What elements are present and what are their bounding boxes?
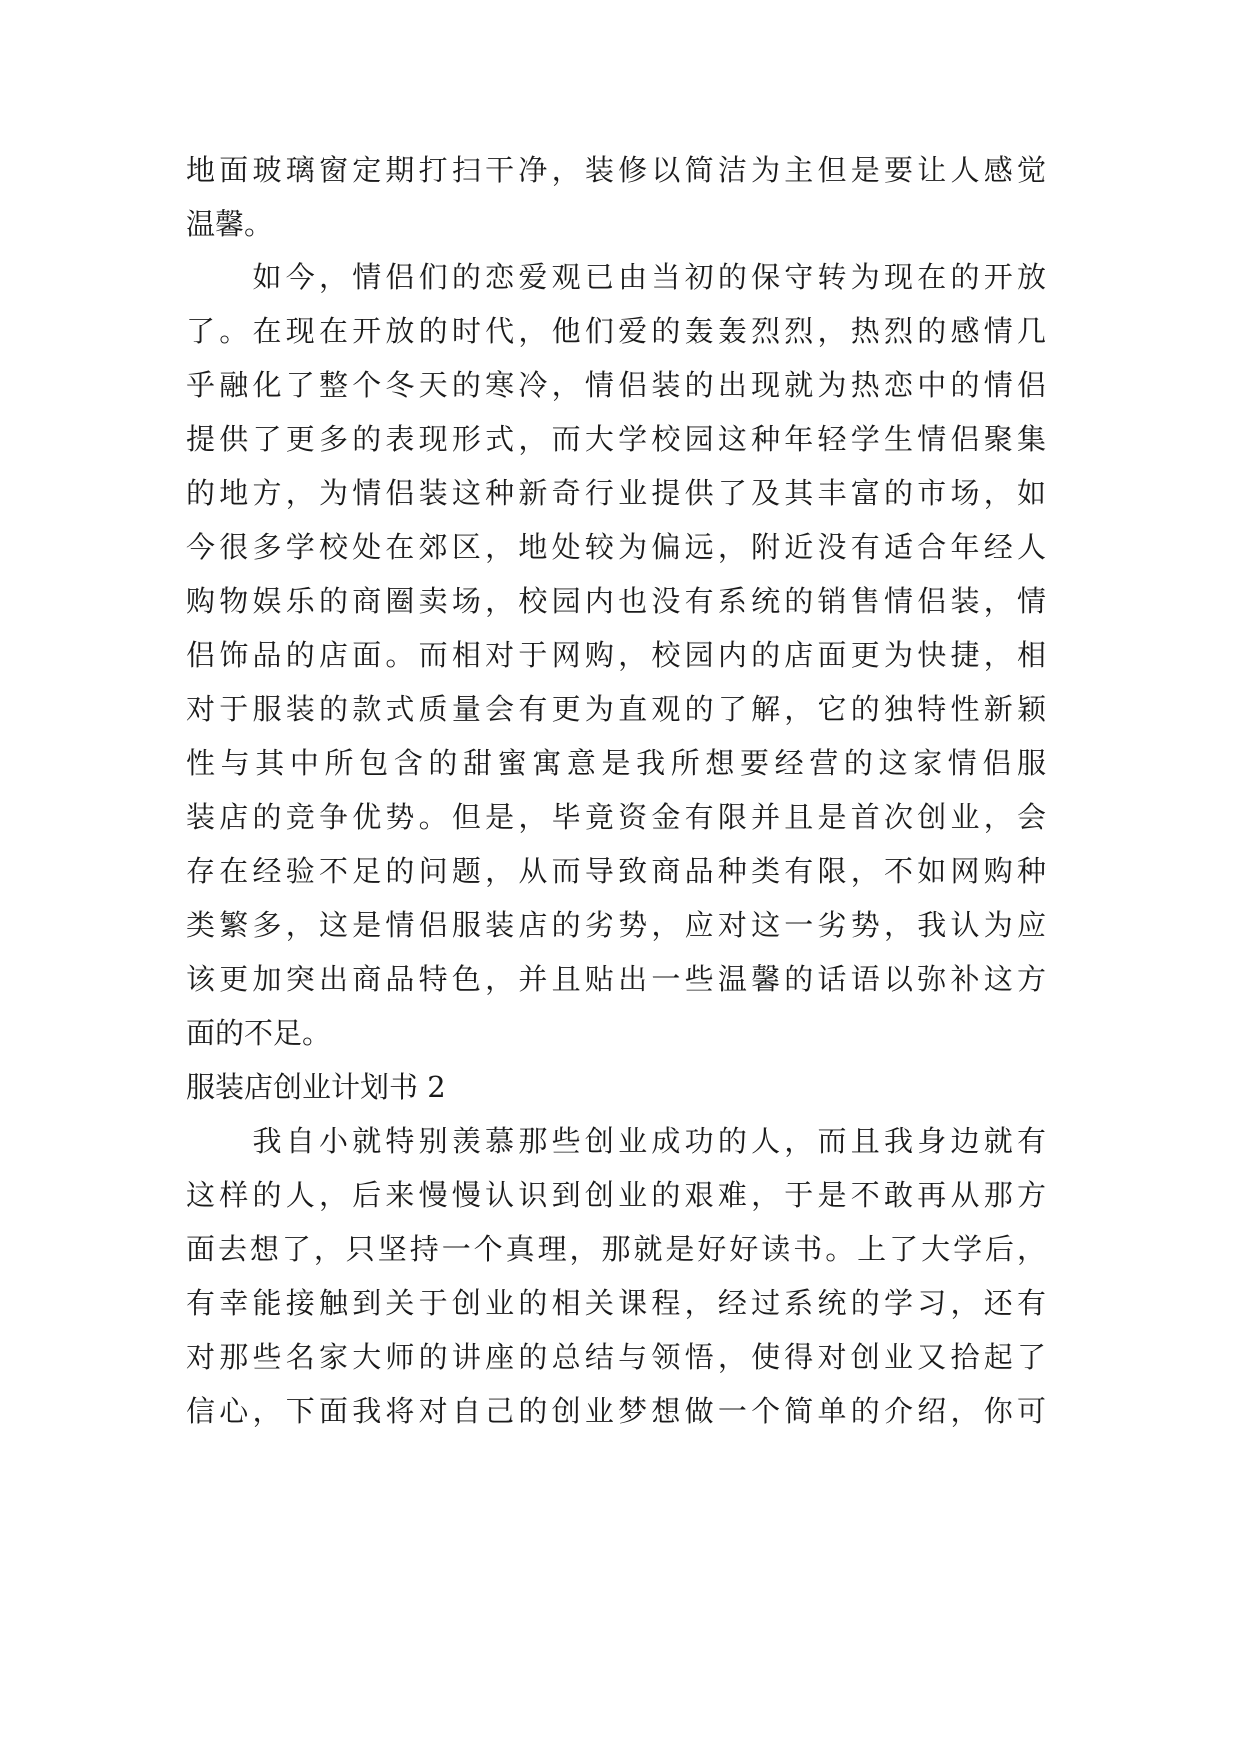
paragraph-2-line: 存在经验不足的问题，从而导致商品种类有限，不如网购种: [186, 854, 1046, 888]
paragraph-3-line: 信心，下面我将对自己的创业梦想做一个简单的介绍，你可: [186, 1394, 1046, 1428]
paragraph-3-line: 我自小就特别羡慕那些创业成功的人，而且我身边就有: [186, 1124, 1046, 1158]
paragraph-2-line: 对于服装的款式质量会有更为直观的了解，它的独特性新颖: [186, 692, 1046, 726]
paragraph-2-line: 面的不足。: [186, 1016, 332, 1050]
paragraph-2-line: 侣饰品的店面。而相对于网购，校园内的店面更为快捷，相: [186, 638, 1046, 672]
paragraph-2-line: 性与其中所包含的甜蜜寓意是我所想要经营的这家情侣服: [186, 746, 1046, 780]
paragraph-1-line: 温馨。: [186, 207, 274, 241]
paragraph-3-line: 这样的人，后来慢慢认识到创业的艰难，于是不敢再从那方: [186, 1178, 1046, 1212]
paragraph-3-line: 有幸能接触到关于创业的相关课程，经过系统的学习，还有: [186, 1286, 1046, 1320]
paragraph-3-line: 面去想了，只坚持一个真理，那就是好好读书。上了大学后，: [186, 1232, 1046, 1266]
paragraph-2-line: 购物娱乐的商圈卖场，校园内也没有系统的销售情侣装，情: [186, 584, 1046, 618]
paragraph-2-line: 的地方，为情侣装这种新奇行业提供了及其丰富的市场，如: [186, 476, 1046, 510]
paragraph-2-line: 装店的竞争优势。但是，毕竟资金有限并且是首次创业，会: [186, 800, 1046, 834]
paragraph-2-line: 了。在现在开放的时代，他们爱的轰轰烈烈，热烈的感情几: [186, 314, 1046, 348]
paragraph-3-line: 对那些名家大师的讲座的总结与领悟，使得对创业又拾起了: [186, 1340, 1046, 1374]
paragraph-2-line: 今很多学校处在郊区，地处较为偏远，附近没有适合年经人: [186, 530, 1046, 564]
paragraph-2-line: 如今，情侣们的恋爱观已由当初的保守转为现在的开放: [186, 260, 1046, 294]
section-heading: 服装店创业计划书 2: [186, 1070, 446, 1104]
paragraph-2-line: 该更加突出商品特色，并且贴出一些温馨的话语以弥补这方: [186, 962, 1046, 996]
paragraph-1-line: 地面玻璃窗定期打扫干净，装修以简洁为主但是要让人感觉: [186, 153, 1046, 187]
paragraph-2-line: 乎融化了整个冬天的寒冷，情侣装的出现就为热恋中的情侣: [186, 368, 1046, 402]
paragraph-2-line: 类繁多，这是情侣服装店的劣势，应对这一劣势，我认为应: [186, 908, 1046, 942]
paragraph-2-line: 提供了更多的表现形式，而大学校园这种年轻学生情侣聚集: [186, 422, 1046, 456]
